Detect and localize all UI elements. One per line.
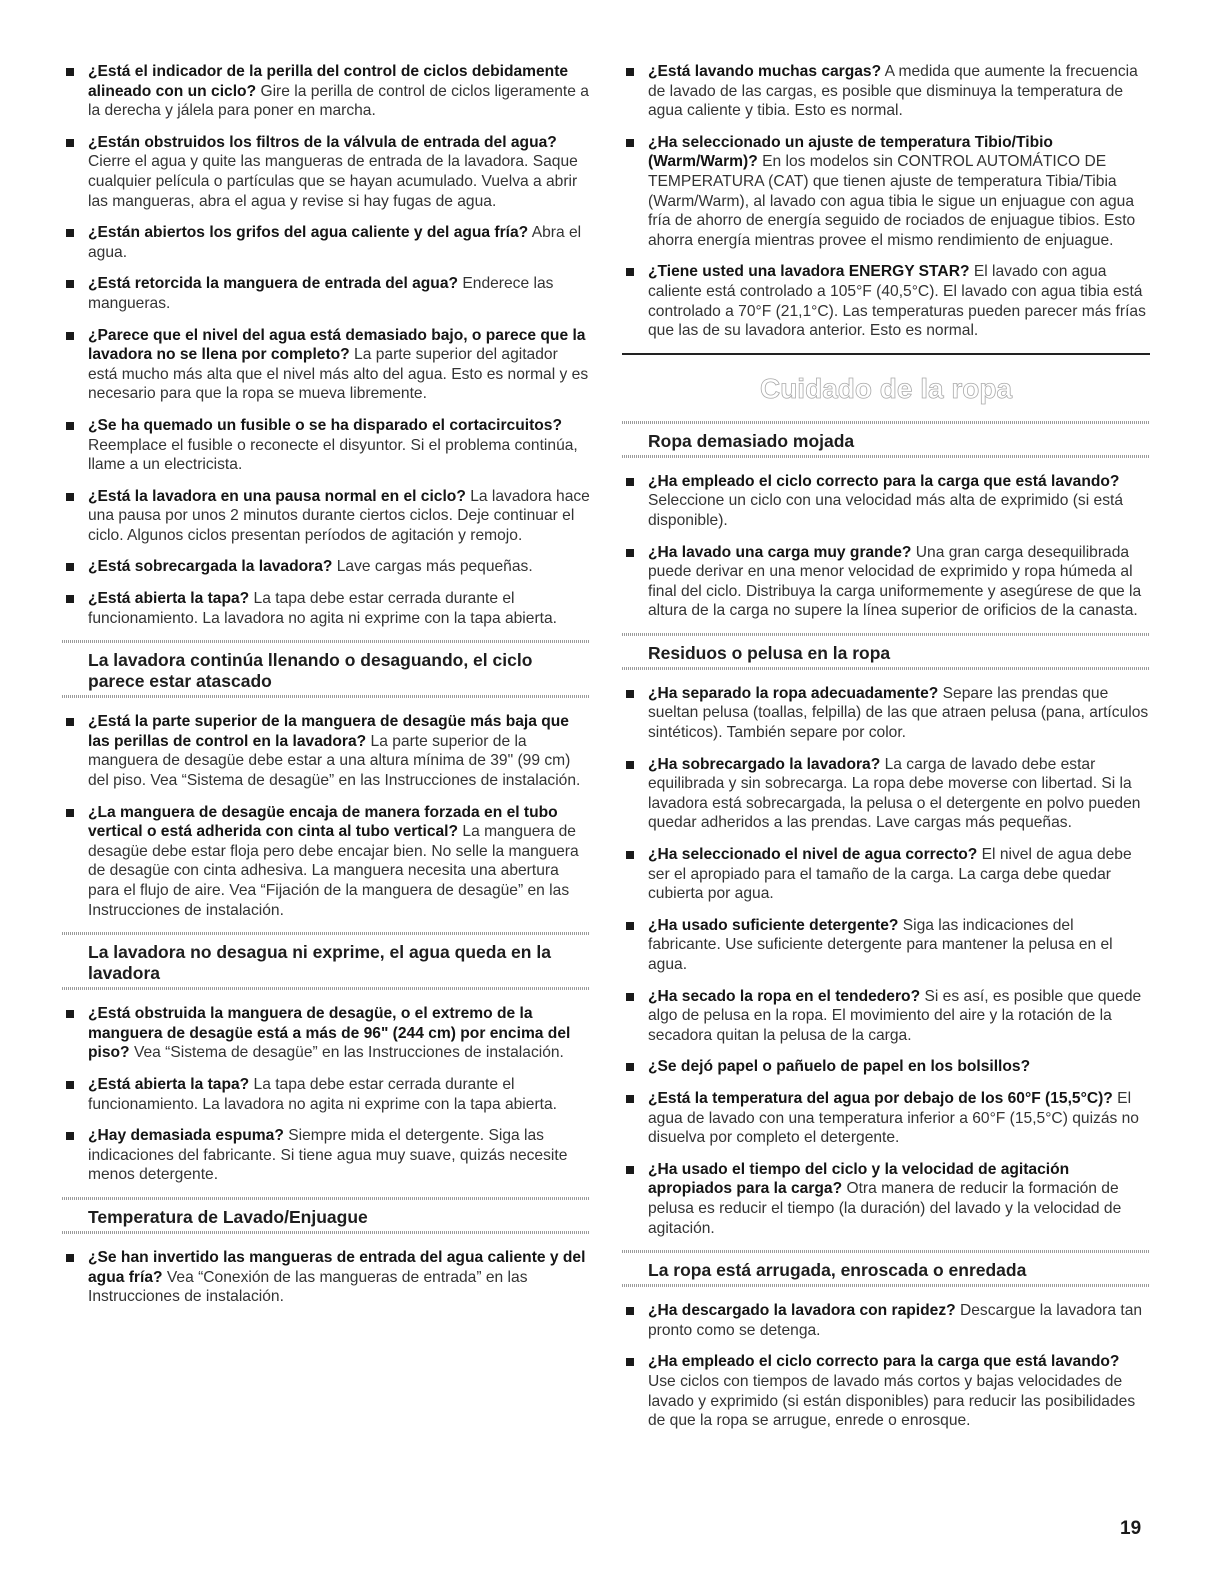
item-question: ¿Se ha quemado un fusible o se ha disparado el cortacircuitos? bbox=[88, 416, 562, 434]
troubleshooting-item bbox=[622, 62, 1150, 121]
item-answer: El agua de lavado con una temperatura inferior a 60°F (15,5°C) quizás no disuelva por completo el detergente. bbox=[648, 1089, 1139, 1147]
troubleshooting-item bbox=[622, 472, 1150, 531]
item-answer: Una gran carga desequilibrada puede derivar en una menor velocidad de exprimido y ropa húmeda al final del ciclo. Distribuya la carga uniformemente y asegúrese de que la altura de la carga no supere la línea superior de orificios de la canasta. bbox=[648, 543, 1142, 620]
troubleshooting-item bbox=[62, 416, 590, 475]
square-bullet-icon bbox=[626, 268, 634, 276]
item-answer: A medida que aumente la frecuencia de lavado de las cargas, es posible que disminuya la temperatura de agua caliente y tibia. Esto es normal. bbox=[648, 63, 1138, 120]
square-bullet-icon bbox=[626, 1358, 634, 1366]
subsection-heading: Temperatura de Lavado/Enjuague bbox=[62, 1197, 590, 1234]
item-question: ¿Ha empleado el ciclo correcto para la carga que está lavando? bbox=[648, 1353, 1120, 1371]
item-answer: La tapa debe estar cerrada durante el funcionamiento. La lavadora no agita ni exprime con la tapa abierta. bbox=[88, 590, 557, 627]
square-bullet-icon bbox=[66, 493, 74, 501]
square-bullet-icon bbox=[626, 549, 634, 557]
item-answer: La tapa debe estar cerrada durante el funcionamiento. La lavadora no agita ni exprime con la tapa abierta. bbox=[88, 1075, 557, 1113]
section-title: Cuidado de la ropa bbox=[759, 372, 1013, 404]
square-bullet-icon bbox=[626, 1307, 634, 1315]
item-answer: Otra manera de reducir la formación de pelusa es reducir el tiempo (la duración) del lavado y la velocidad de agitación. bbox=[648, 1180, 1122, 1237]
item-answer: La parte superior del agitador está mucho más alta que el nivel más alto del agua. Esto es normal y es necesario para que la ropa se mueva libremente. bbox=[88, 346, 589, 403]
square-bullet-icon bbox=[66, 68, 74, 76]
item-answer: Seleccione un ciclo con una velocidad más alta de exprimido (si está disponible). bbox=[648, 492, 1124, 529]
item-answer: La parte superior de la manguera de desagüe debe estar a una altura mínima de 39" (99 cm) del piso. Vea “Sistema de desagüe” en las Instrucciones de instalación. bbox=[88, 732, 581, 790]
item-answer: Use ciclos con tiempos de lavado más cortos y bajas velocidades de lavado y exprimido (si están disponibles) para reducir las posibilidades de que la ropa se arrugue, enrede o enrosque. bbox=[648, 1372, 1136, 1430]
item-question: ¿Ha empleado el ciclo correcto para la carga que está lavando? bbox=[648, 472, 1120, 490]
troubleshooting-item bbox=[622, 133, 1150, 251]
item-question: ¿Se dejó papel o pañuelo de papel en los bolsillos? bbox=[648, 1058, 1031, 1076]
item-answer: El nivel de agua debe ser el apropiado para el tamaño de la carga. La carga debe quedar cubierta por agua. bbox=[648, 846, 1132, 903]
item-question: ¿Ha seleccionado un ajuste de temperatura Tibio/Tibio (Warm/Warm)? bbox=[648, 133, 1053, 171]
troubleshooting-item bbox=[622, 987, 1150, 1046]
item-question: ¿Está la temperatura del agua por debajo de los 60°F (15,5°C)? bbox=[648, 1089, 1113, 1107]
troubleshooting-item bbox=[62, 803, 590, 921]
item-question: ¿Ha lavado una carga muy grande? bbox=[648, 543, 912, 561]
troubleshooting-item bbox=[62, 1075, 590, 1114]
troubleshooting-item bbox=[622, 755, 1150, 833]
square-bullet-icon bbox=[66, 1132, 74, 1140]
item-question: ¿Tiene usted una lavadora ENERGY STAR? bbox=[648, 263, 970, 281]
troubleshooting-item bbox=[62, 487, 590, 546]
subsection-heading: Ropa demasiado mojada bbox=[622, 421, 1150, 458]
troubleshooting-item bbox=[62, 133, 590, 211]
square-bullet-icon bbox=[66, 595, 74, 603]
item-answer: Lave cargas más pequeñas. bbox=[336, 558, 533, 576]
right-column bbox=[622, 62, 1150, 1443]
item-answer: Vea “Sistema de desagüe” en las Instrucciones de instalación. bbox=[133, 1044, 564, 1062]
item-question: ¿Está el indicador de la perilla del control de ciclos debidamente alineado con un ciclo? bbox=[88, 63, 569, 100]
troubleshooting-item bbox=[62, 274, 590, 313]
square-bullet-icon bbox=[626, 139, 634, 147]
item-question: ¿Hay demasiada espuma? bbox=[88, 1127, 284, 1145]
troubleshooting-item bbox=[622, 916, 1150, 975]
troubleshooting-item bbox=[622, 1301, 1150, 1340]
troubleshooting-item bbox=[622, 684, 1150, 743]
item-question: ¿Ha seleccionado el nivel de agua correcto? bbox=[648, 846, 978, 864]
square-bullet-icon bbox=[66, 280, 74, 288]
item-question: ¿Ha sobrecargado la lavadora? bbox=[648, 755, 881, 773]
square-bullet-icon bbox=[66, 1081, 74, 1089]
square-bullet-icon bbox=[626, 851, 634, 859]
square-bullet-icon bbox=[66, 1254, 74, 1262]
item-question: ¿Ha descargado la lavadora con rapidez? bbox=[648, 1302, 956, 1320]
troubleshooting-item bbox=[62, 1004, 590, 1063]
item-question: ¿Está la lavadora en una pausa normal en el ciclo? bbox=[88, 487, 466, 505]
square-bullet-icon bbox=[626, 690, 634, 698]
item-answer: La carga de lavado debe estar equilibrada y sin sobrecarga. La ropa debe moverse con libertad. Si la lavadora está sobrecargada, la pelusa o el detergente en polvo pueden quedar adheridos a las prendas. Lave cargas más pequeñas. bbox=[648, 755, 1141, 832]
square-bullet-icon bbox=[626, 1166, 634, 1174]
item-question: ¿Está lavando muchas cargas? bbox=[648, 63, 882, 80]
item-question: ¿Parece que el nivel del agua está demasiado bajo, o parece que la lavadora no se llena por completo? bbox=[88, 326, 586, 364]
subsection-heading: Residuos o pelusa en la ropa bbox=[622, 633, 1150, 670]
item-answer: La manguera de desagüe debe estar floja pero debe encajar bien. No selle la manguera de desagüe con cinta adhesiva. La manguera necesita una abertura para el flujo de aire. Vea “Fijación de la manguera de desagüe” en las Instrucciones de instalación. bbox=[88, 823, 579, 919]
item-question: ¿Está abierta la tapa? bbox=[88, 1075, 250, 1093]
troubleshooting-item bbox=[62, 1248, 590, 1307]
left-column bbox=[62, 62, 590, 1319]
square-bullet-icon bbox=[626, 68, 634, 76]
subsection-heading: La lavadora continúa llenando o desaguando, el ciclo parece estar atascado bbox=[62, 640, 590, 698]
troubleshooting-item bbox=[62, 1126, 590, 1185]
troubleshooting-item bbox=[62, 589, 590, 628]
item-answer: Abra el agua. bbox=[88, 224, 582, 261]
item-answer: Siga las indicaciones del fabricante. Use suficiente detergente para mantener la pelusa en el agua. bbox=[648, 916, 1113, 973]
item-answer: Cierre el agua y quite las mangueras de entrada de la lavadora. Saque cualquier película o partículas que se hayan acumulado. Vuelva a abrir las mangueras, abra el agua y revise si hay fugas de agua. bbox=[88, 153, 578, 210]
item-answer: Enderece las mangueras. bbox=[88, 275, 554, 312]
square-bullet-icon bbox=[66, 563, 74, 571]
troubleshooting-item bbox=[62, 223, 590, 262]
square-bullet-icon bbox=[626, 922, 634, 930]
square-bullet-icon bbox=[626, 478, 634, 486]
troubleshooting-item bbox=[622, 1057, 1150, 1077]
item-question: ¿Está la parte superior de la manguera de desagüe más baja que las perillas de control en la lavadora? bbox=[88, 713, 569, 750]
troubleshooting-item bbox=[622, 845, 1150, 904]
square-bullet-icon bbox=[626, 993, 634, 1001]
troubleshooting-item bbox=[622, 1160, 1150, 1238]
item-question: ¿La manguera de desagüe encaja de manera forzada en el tubo vertical o está adherida con cinta al tubo vertical? bbox=[88, 803, 558, 841]
square-bullet-icon bbox=[66, 809, 74, 817]
item-question: ¿Está abierta la tapa? bbox=[88, 590, 250, 608]
item-answer: Si es así, es posible que quede algo de pelusa en la ropa. El movimiento del aire y la rotación de la secadora quitan la pelusa de la carga. bbox=[648, 987, 1142, 1044]
square-bullet-icon bbox=[66, 422, 74, 430]
square-bullet-icon bbox=[626, 1095, 634, 1103]
item-question: ¿Ha secado la ropa en el tendedero? bbox=[648, 987, 921, 1005]
troubleshooting-item bbox=[622, 1089, 1150, 1148]
square-bullet-icon bbox=[66, 139, 74, 147]
square-bullet-icon bbox=[66, 1010, 74, 1018]
item-question: ¿Están obstruidos los filtros de la válvula de entrada del agua? bbox=[88, 133, 557, 151]
item-answer: Vea “Conexión de las mangueras de entrada” en las Instrucciones de instalación. bbox=[88, 1268, 528, 1306]
troubleshooting-item bbox=[62, 712, 590, 790]
square-bullet-icon bbox=[626, 1063, 634, 1071]
item-question: ¿Está sobrecargada la lavadora? bbox=[88, 558, 333, 576]
page-number: 19 bbox=[1120, 1518, 1142, 1539]
item-question: ¿Están abiertos los grifos del agua caliente y del agua fría? bbox=[88, 224, 529, 242]
troubleshooting-item bbox=[622, 543, 1150, 621]
item-question: ¿Ha usado el tiempo del ciclo y la velocidad de agitación apropiados para la carga? bbox=[648, 1160, 1070, 1198]
item-answer: Separe las prendas que sueltan pelusa (toallas, felpilla) de las que atraen pelusa (pana, artículos sintéticos). También separe por color. bbox=[648, 684, 1149, 742]
subsection-heading: La ropa está arrugada, enroscada o enredada bbox=[622, 1250, 1150, 1287]
troubleshooting-item bbox=[62, 326, 590, 404]
square-bullet-icon bbox=[626, 761, 634, 769]
square-bullet-icon bbox=[66, 718, 74, 726]
item-question: ¿Ha usado suficiente detergente? bbox=[648, 916, 899, 934]
item-answer: Gire la perilla de control de ciclos ligeramente a la derecha y jálela para poner en marcha. bbox=[88, 82, 589, 120]
item-question: ¿Está obstruida la manguera de desagüe, o el extremo de la manguera de desagüe está a más de 96" (244 cm) por encima del piso? bbox=[88, 1005, 571, 1062]
item-answer: La lavadora hace una pausa por unos 2 minutos durante ciertos ciclos. Deje continuar el ciclo. Algunos ciclos presentan períodos de agitación y remojo. bbox=[88, 487, 590, 544]
item-answer: Reemplace el fusible o reconecte el disyuntor. Si el problema continúa, llame a un electricista. bbox=[88, 436, 578, 474]
item-answer: El lavado con agua caliente está controlado a 105°F (40,5°C). El lavado con agua tibia está controlado a 70°F (21,1°C). Las temperaturas pueden parecer más frías que las de su lavadora anterior. Esto es normal. bbox=[648, 263, 1146, 340]
subsection-heading: La lavadora no desagua ni exprime, el agua queda en la lavadora bbox=[62, 932, 590, 990]
item-question: ¿Ha separado la ropa adecuadamente? bbox=[648, 684, 939, 702]
item-question: ¿Está retorcida la manguera de entrada del agua? bbox=[88, 275, 459, 293]
troubleshooting-item bbox=[62, 62, 590, 121]
square-bullet-icon bbox=[66, 229, 74, 237]
item-question: ¿Se han invertido las mangueras de entrada del agua caliente y del agua fría? bbox=[88, 1248, 586, 1286]
square-bullet-icon bbox=[66, 332, 74, 340]
item-answer: En los modelos sin CONTROL AUTOMÁTICO DE TEMPERATURA (CAT) que tienen ajuste de temperatura Tibia/Tibia (Warm/Warm), al lavado con agua tibia le sigue un enjuague con agua fría de ahorro de energía seguido de rociados de enjuague tibios. Esto ahorra energía mientras provee el mismo rendimiento de enjuague. bbox=[648, 153, 1136, 249]
troubleshooting-item bbox=[622, 262, 1150, 340]
item-answer: Siempre mida el detergente. Siga las indicaciones del fabricante. Si tiene agua muy suave, quizás necesite menos detergente. bbox=[88, 1127, 568, 1184]
item-answer: Descargue la lavadora tan pronto como se detenga. bbox=[648, 1302, 1143, 1339]
troubleshooting-item bbox=[622, 1352, 1150, 1430]
troubleshooting-item bbox=[62, 557, 590, 577]
section-divider bbox=[622, 353, 1150, 355]
